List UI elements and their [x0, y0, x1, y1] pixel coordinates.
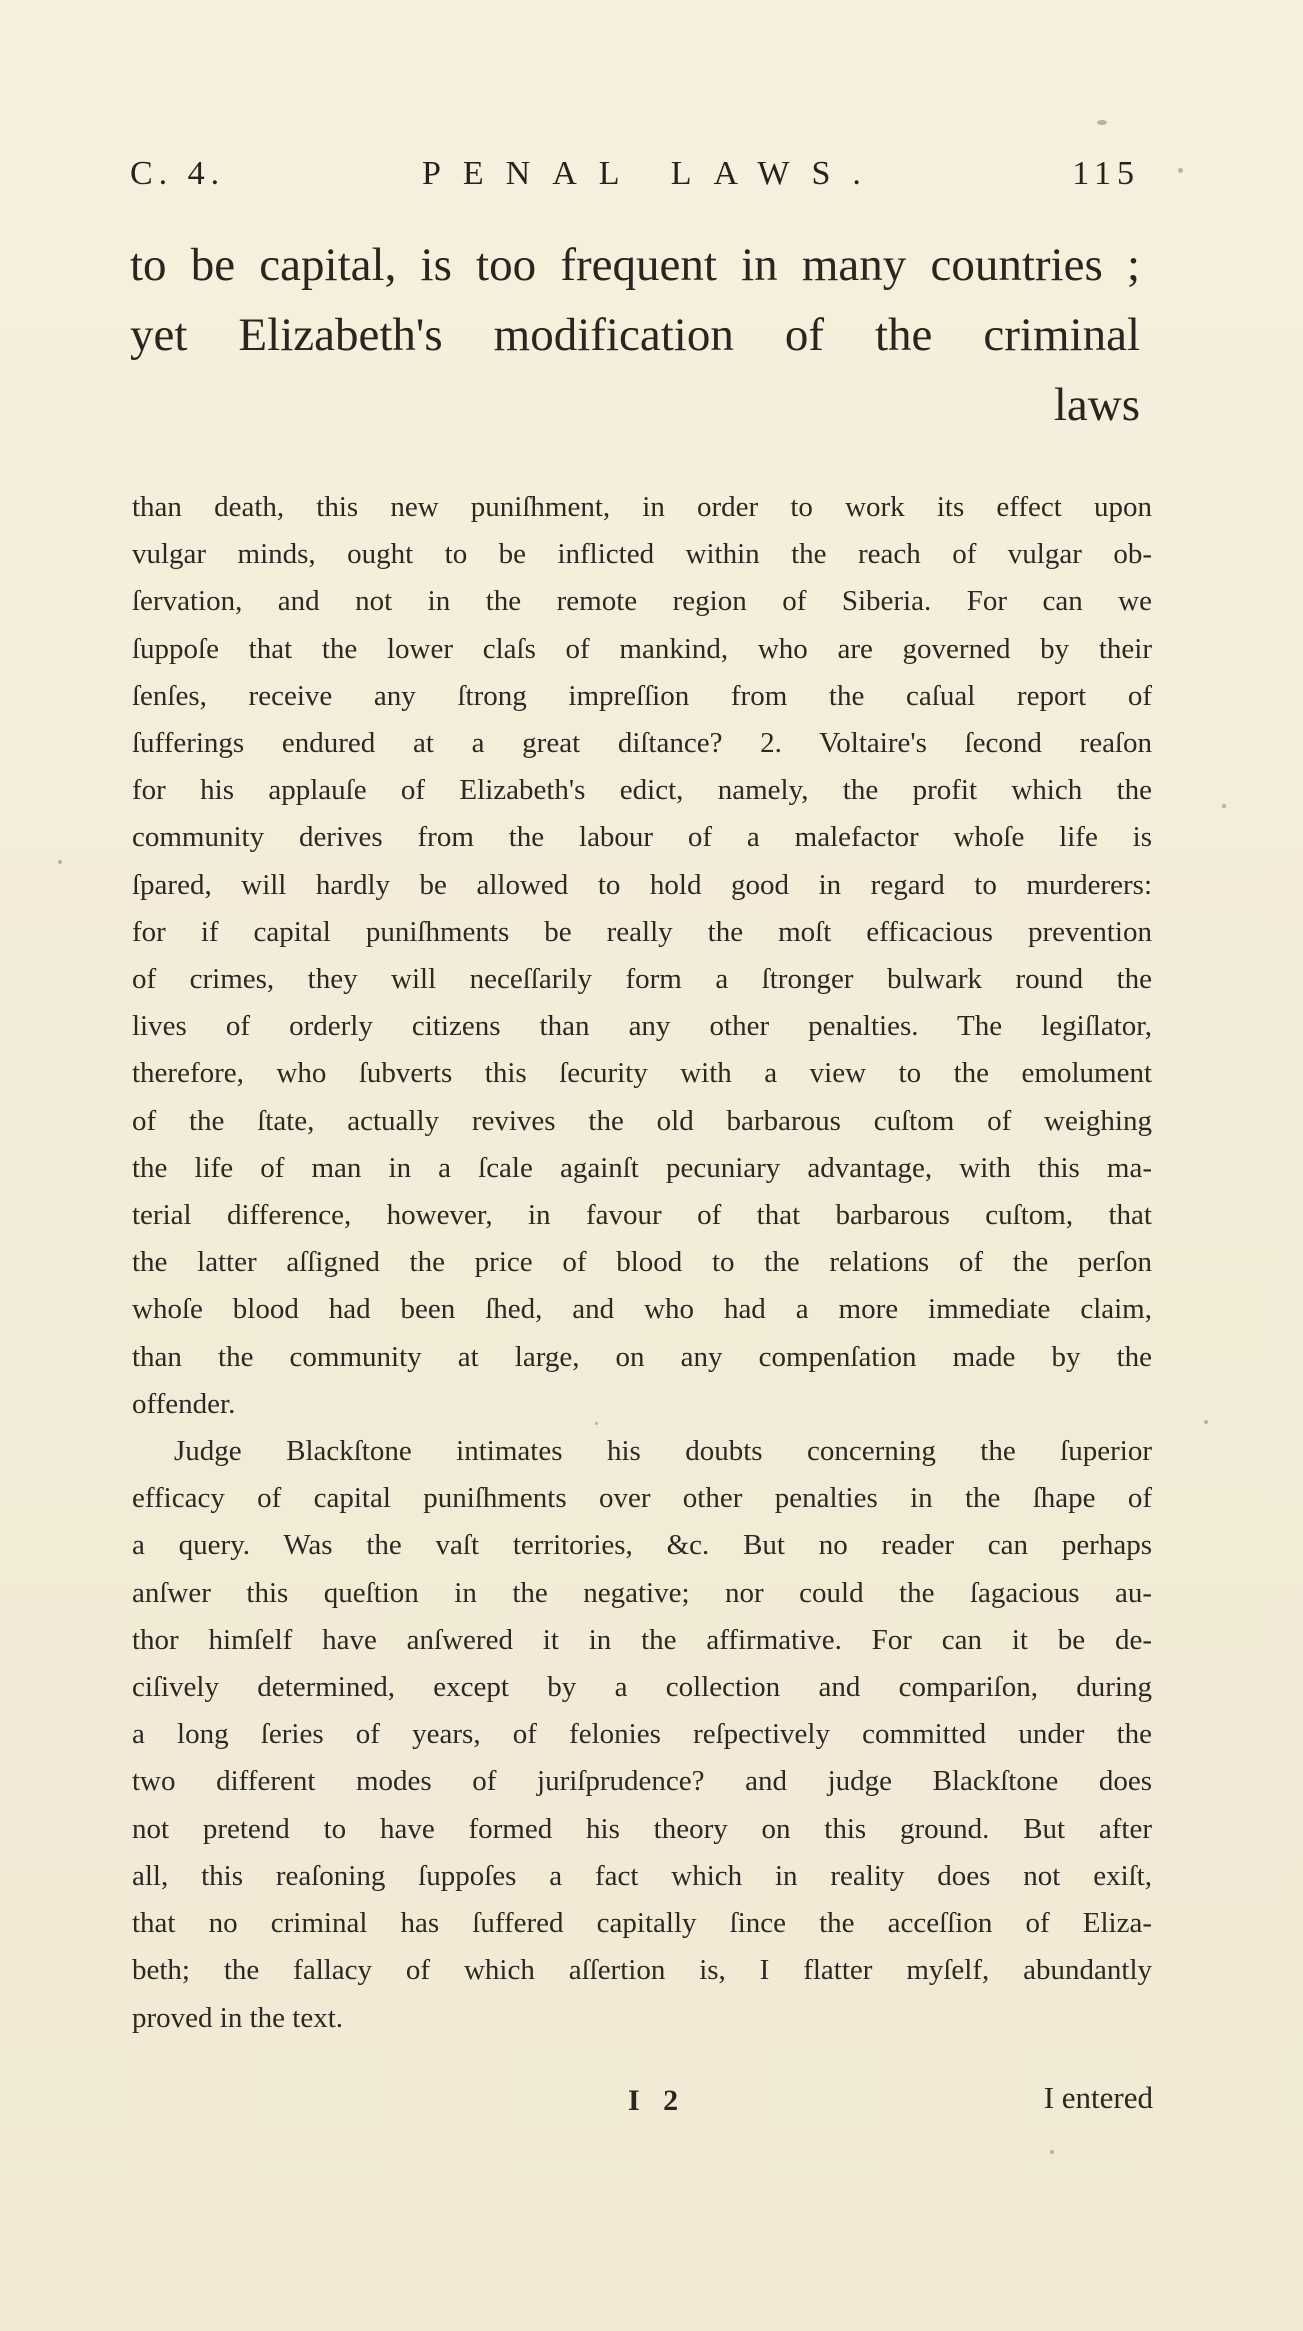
footnote-line: ſufferings endured at a great diſtance? 2. Voltaire's ſecond reaſon — [132, 727, 1152, 760]
footnote-line: Judge Blackſtone intimates his doubts concerning the ſuperior — [174, 1435, 1152, 1468]
footnote-line: lives of orderly citizens than any other penalties. The legiſlator, — [132, 1010, 1152, 1043]
footnote-line: a long ſeries of years, of felonies reſpectively committed under the — [132, 1718, 1152, 1751]
footnote-line: of crimes, they will neceſſarily form a ſtronger bulwark round the — [132, 963, 1152, 996]
footnote-line: ſervation, and not in the remote region of Siberia. For can we — [132, 585, 1152, 618]
footnote-line: ſpared, will hardly be allowed to hold good in regard to murderers: — [132, 868, 1152, 901]
footnote-line: for his applauſe of Elizabeth's edict, namely, the profit which the — [132, 774, 1152, 807]
paper-speck — [1050, 2150, 1054, 2154]
footnote-line: not pretend to have formed his theory on this ground. But after — [132, 1812, 1152, 1845]
footnote-line: offender. — [132, 1387, 236, 1420]
footnote-line: community derives from the labour of a malefactor whoſe life is — [132, 821, 1152, 854]
footnote-line: all, this reaſoning ſuppoſes a fact which in reality does not exiſt, — [132, 1859, 1152, 1892]
footnote-line: anſwer this queſtion in the negative; nor could the ſagacious au- — [132, 1576, 1152, 1609]
main-text-catchword: laws — [1053, 379, 1140, 431]
main-text-block — [130, 230, 1140, 440]
footnote-line: efficacy of capital puniſhments over other penalties in the ſhape of — [132, 1482, 1152, 1515]
signature-mark: I 2 — [628, 2084, 687, 2117]
footnote-line: the latter aſſigned the price of blood to the relations of the perſon — [132, 1246, 1152, 1279]
footnote-line: for if capital puniſhments be really the moſt efficacious prevention — [132, 915, 1152, 948]
footnote-line: vulgar minds, ought to be inflicted within the reach of vulgar ob- — [132, 538, 1152, 571]
paper-speck — [1097, 120, 1107, 125]
footnote-line: than death, this new puniſhment, in order to work its effect upon — [132, 491, 1152, 523]
footnote-line: whoſe blood had been ſhed, and who had a more immediate claim, — [132, 1293, 1152, 1326]
page-catchword: I entered — [1043, 2080, 1153, 2115]
footnote-line: that no criminal has ſuffered capitally ſince the acceſſion of Eliza- — [132, 1907, 1152, 1940]
footnote-line: therefore, who ſubverts this ſecurity with a view to the emolument — [132, 1057, 1152, 1090]
footnote-line: of the ſtate, actually revives the old barbarous cuſtom of weighing — [132, 1104, 1152, 1137]
paper-speck — [595, 1422, 598, 1425]
footnote-line: ſenſes, receive any ſtrong impreſſion from the caſual report of — [132, 679, 1152, 712]
footnote-line: the life of man in a ſcale againſt pecuniary advantage, with this ma- — [132, 1151, 1152, 1184]
paper-speck — [1222, 804, 1226, 808]
page-number: 115 — [1072, 155, 1140, 192]
paper-speck — [58, 860, 62, 864]
footnote-line: ſuppoſe that the lower claſs of mankind, who are governed by their — [132, 632, 1152, 665]
footnote-line: thor himſelf have anſwered it in the affirmative. For can it be de- — [132, 1623, 1152, 1656]
chapter-number: C. 4. — [130, 155, 226, 192]
footnote-line: a query. Was the vaſt territories, &c. But no reader can perhaps — [132, 1529, 1152, 1562]
footnote-line: ciſively determined, except by a collection and compariſon, during — [132, 1671, 1152, 1704]
running-head — [130, 152, 1140, 196]
footnote-line: than the community at large, on any compenſation made by the — [132, 1340, 1152, 1373]
main-text-line: yet Elizabeth's modification of the criminal — [130, 309, 1140, 361]
footnote-line: two different modes of juriſprudence? and judge Blackſtone does — [132, 1765, 1152, 1798]
footnote-block — [132, 484, 1152, 2042]
paper-speck — [1178, 168, 1183, 173]
running-title: PENAL LAWS. — [422, 155, 883, 192]
footnote-line: beth; the fallacy of which aſſertion is, I flatter myſelf, abundantly — [132, 1954, 1152, 1987]
main-text-line: to be capital, is too frequent in many countries ; — [130, 239, 1140, 291]
footnote-line: proved in the text. — [132, 2001, 344, 2034]
footnote-line: terial difference, however, in favour of that barbarous cuſtom, that — [132, 1199, 1152, 1232]
paper-speck — [1204, 1420, 1208, 1424]
